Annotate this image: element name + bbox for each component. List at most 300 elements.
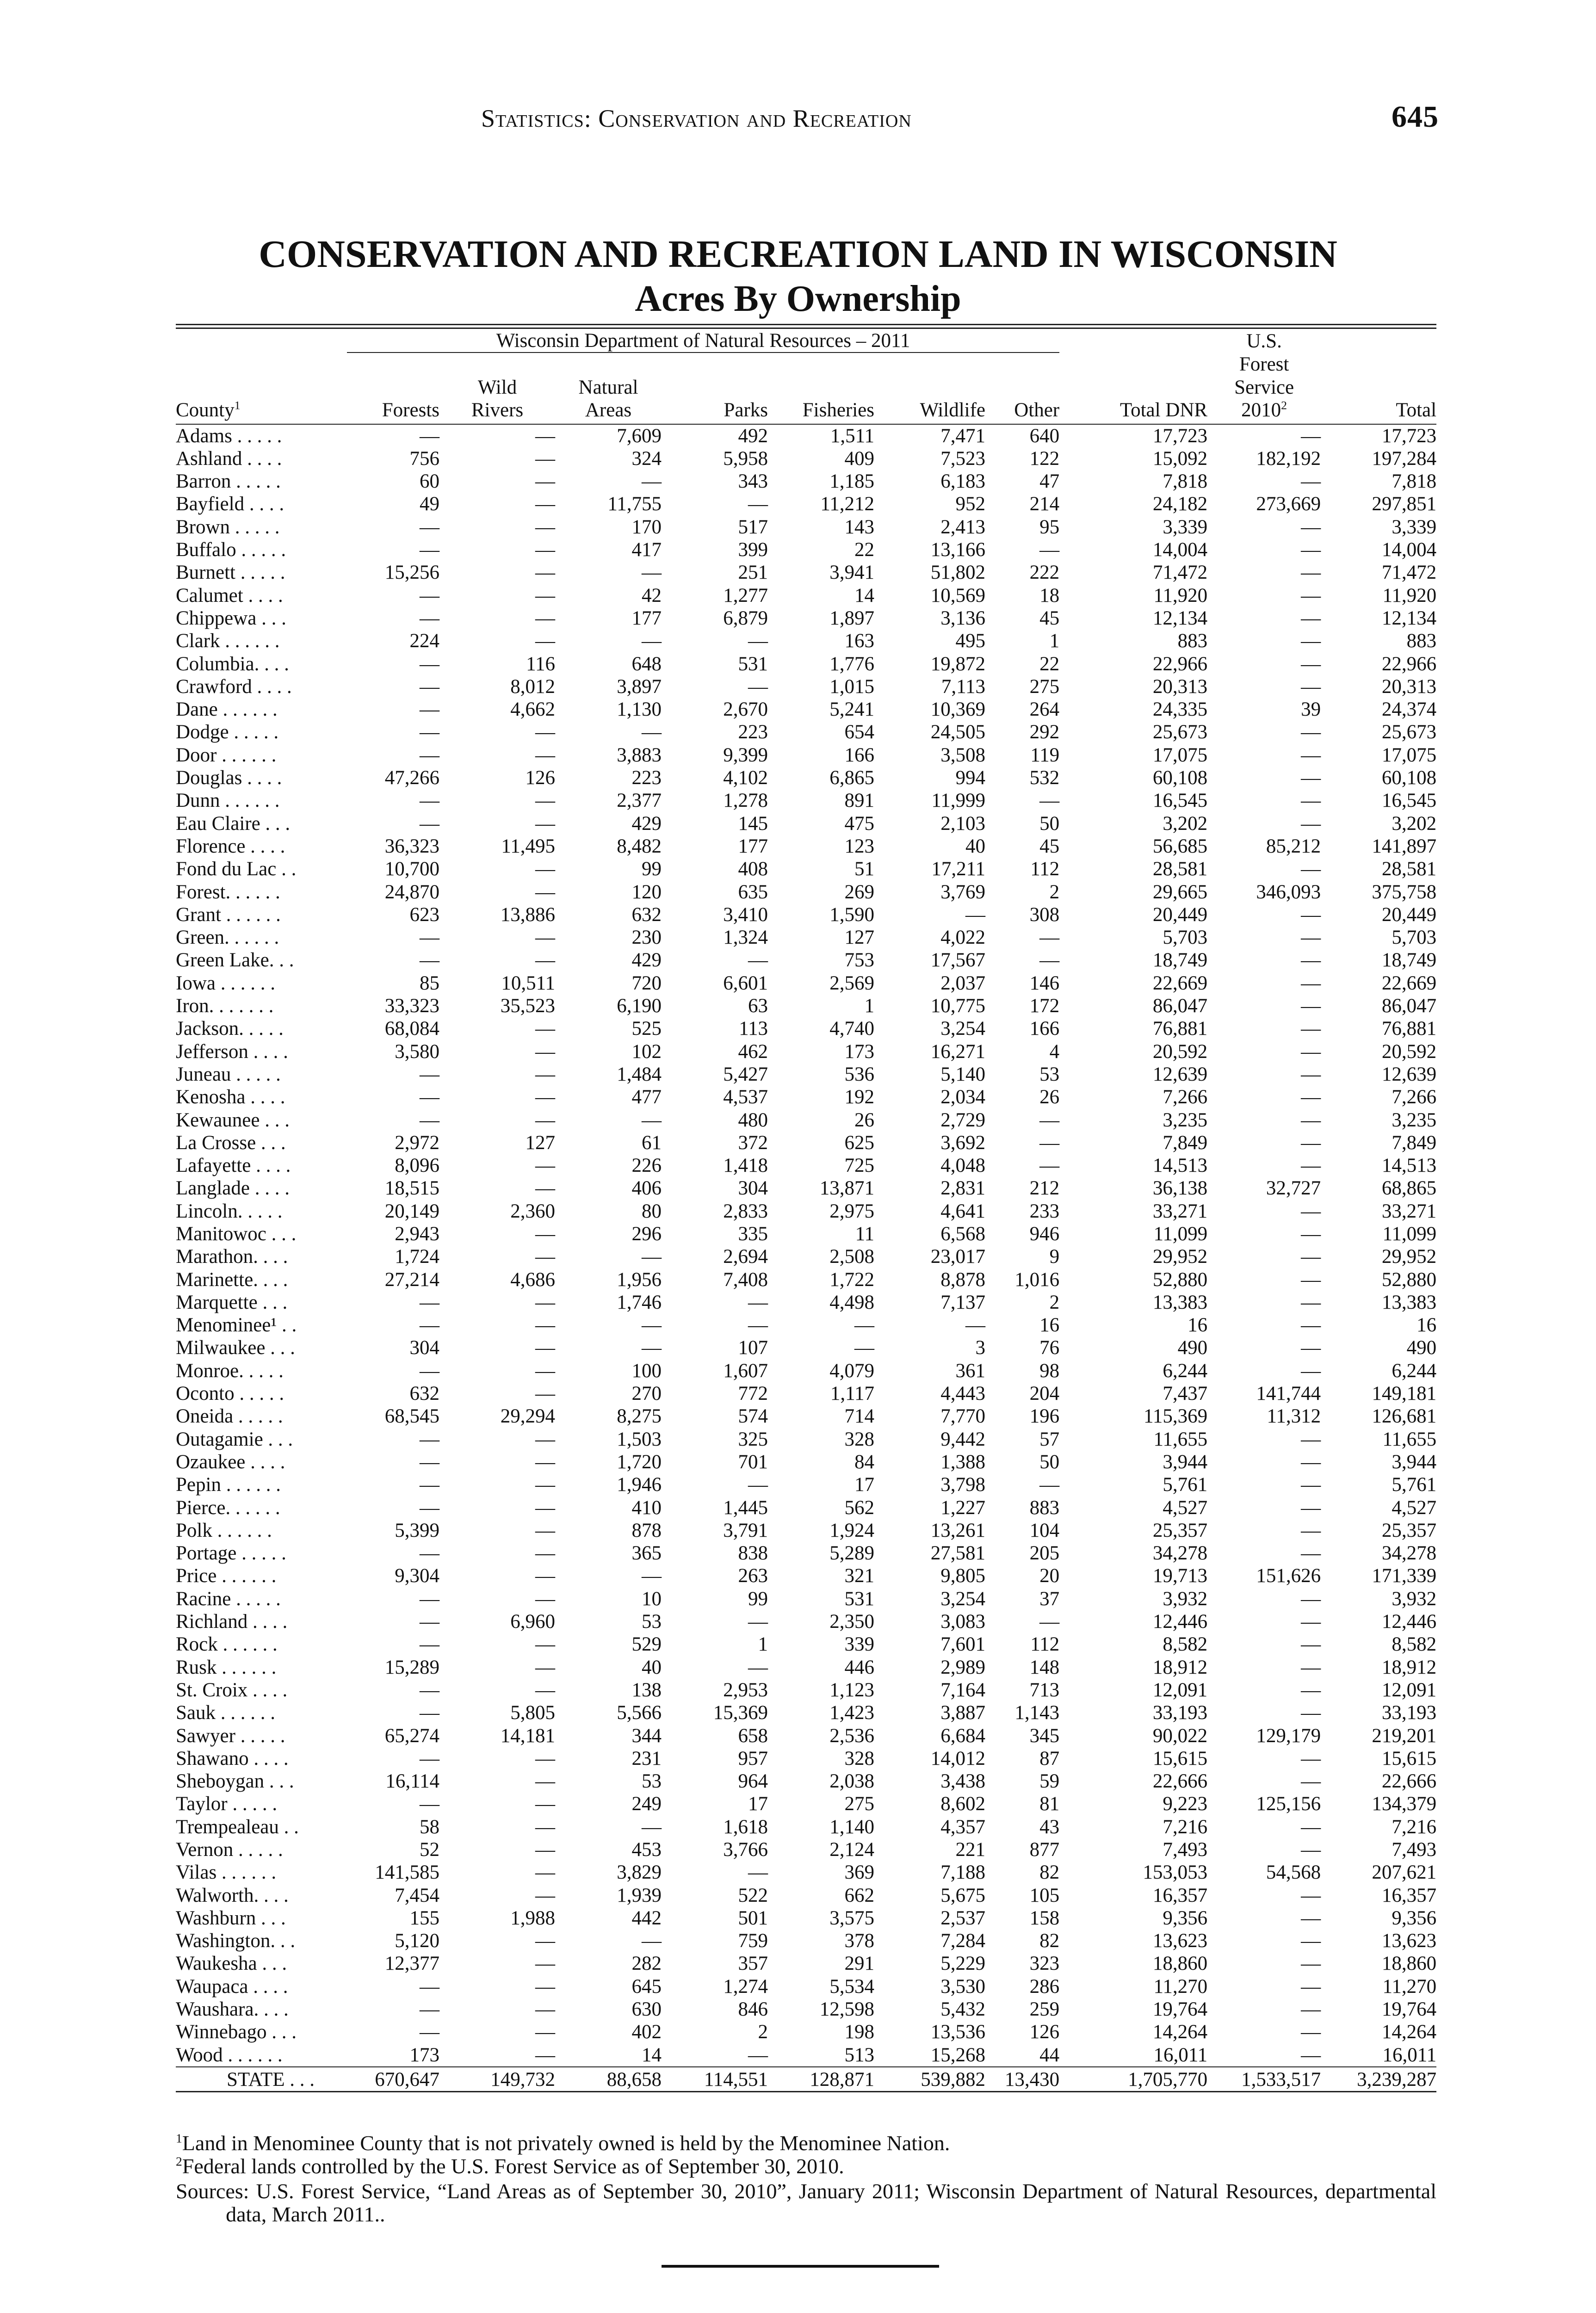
county-name-cell: Door . . . . . . xyxy=(176,744,277,766)
value-cell: 4,662 xyxy=(510,699,555,721)
value-cell: 3,339 xyxy=(1392,516,1437,538)
value-cell: 18,912 xyxy=(1381,1656,1437,1678)
value-cell: 269 xyxy=(844,881,874,903)
table-row xyxy=(176,1268,1436,1291)
value-cell: 36,138 xyxy=(1152,1177,1208,1200)
value-cell: 76 xyxy=(1039,1337,1060,1359)
value-cell: 442 xyxy=(631,1907,662,1929)
value-cell: 9 xyxy=(1049,1246,1060,1268)
value-cell: 3,941 xyxy=(829,562,874,584)
value-cell: 1,388 xyxy=(940,1451,985,1473)
value-cell: 58 xyxy=(420,1816,439,1838)
value-cell: — xyxy=(535,1040,555,1063)
value-cell: 14,181 xyxy=(500,1725,555,1747)
value-cell: — xyxy=(420,812,439,835)
value-cell: 233 xyxy=(1029,1200,1060,1222)
value-cell: 7,266 xyxy=(1392,1086,1437,1108)
value-cell: — xyxy=(1301,1542,1321,1565)
state-value-cell: 149,732 xyxy=(439,2067,555,2092)
value-cell: 5,958 xyxy=(723,447,768,470)
value-cell: 453 xyxy=(631,1839,662,1861)
value-cell: 71,472 xyxy=(1152,562,1208,584)
value-cell: 223 xyxy=(738,721,768,743)
value-cell: 13,623 xyxy=(1152,1930,1208,1952)
value-cell: — xyxy=(535,584,555,606)
value-cell: — xyxy=(965,903,985,926)
value-cell: 8,275 xyxy=(617,1405,662,1428)
value-cell: 1,946 xyxy=(617,1474,662,1496)
value-cell: 11 xyxy=(855,1223,874,1245)
value-cell: 292 xyxy=(1029,721,1060,743)
value-cell: 49 xyxy=(420,493,439,515)
value-cell: 12,598 xyxy=(819,1998,874,2021)
value-cell: — xyxy=(535,721,555,743)
value-cell: — xyxy=(420,653,439,675)
value-cell: — xyxy=(1301,1679,1321,1701)
value-cell: 90,022 xyxy=(1152,1725,1208,1747)
value-cell: 5,703 xyxy=(1392,927,1437,949)
value-cell: 3,235 xyxy=(1392,1109,1437,1131)
value-cell: 16,271 xyxy=(930,1040,985,1063)
value-cell: 25,357 xyxy=(1152,1519,1208,1541)
value-cell: 846 xyxy=(738,1998,768,2021)
value-cell: 7,849 xyxy=(1163,1132,1208,1154)
value-cell: — xyxy=(1301,949,1321,971)
table-row xyxy=(176,607,1436,630)
table-row xyxy=(176,881,1436,903)
value-cell: 339 xyxy=(844,1633,874,1656)
value-cell: 44 xyxy=(1039,2044,1060,2066)
value-cell: 172 xyxy=(1029,995,1060,1017)
value-cell: 3,575 xyxy=(829,1907,874,1929)
table-row xyxy=(176,1497,1436,1519)
value-cell: — xyxy=(535,493,555,515)
value-cell: 24,870 xyxy=(384,881,439,903)
county-name-cell: Walworth. . . . xyxy=(176,1884,289,1906)
value-cell: 158 xyxy=(1029,1907,1060,1929)
value-cell: 654 xyxy=(844,721,874,743)
county-name-cell: Lafayette . . . . xyxy=(176,1155,291,1177)
value-cell: — xyxy=(1301,1474,1321,1496)
value-cell: 645 xyxy=(631,1975,662,1998)
value-cell: 127 xyxy=(844,927,874,949)
county-name-cell: Oneida . . . . . xyxy=(176,1405,283,1428)
value-cell: 3,202 xyxy=(1392,812,1437,835)
value-cell: 25,673 xyxy=(1152,721,1208,743)
value-cell: 1,924 xyxy=(829,1519,874,1541)
county-name-cell: Menominee¹ . . xyxy=(176,1314,297,1336)
county-name-cell: Green. . . . . . xyxy=(176,927,279,949)
value-cell: 26 xyxy=(854,1109,874,1131)
value-cell: 3,410 xyxy=(723,903,768,926)
footnotes xyxy=(176,2132,1436,2226)
value-cell: 8,878 xyxy=(940,1268,985,1291)
value-cell: 369 xyxy=(844,1862,874,1884)
value-cell: 7,493 xyxy=(1163,1839,1208,1861)
value-cell: 1,015 xyxy=(829,675,874,698)
table-row xyxy=(176,744,1436,767)
value-cell: 946 xyxy=(1029,1223,1060,1245)
value-cell: — xyxy=(1301,903,1321,926)
value-cell: — xyxy=(1301,630,1321,652)
value-cell: 3,136 xyxy=(940,607,985,629)
table-row xyxy=(176,1200,1436,1223)
value-cell: 410 xyxy=(631,1497,662,1519)
value-cell: 4,443 xyxy=(940,1383,985,1405)
table-body xyxy=(176,424,1436,2067)
value-cell: 33,323 xyxy=(384,995,439,1017)
value-cell: 286 xyxy=(1029,1975,1060,1998)
forests-header: Forests xyxy=(347,399,439,424)
value-cell: 2,537 xyxy=(940,1907,985,1929)
table-row xyxy=(176,1519,1436,1542)
value-cell: — xyxy=(535,1565,555,1587)
value-cell: — xyxy=(535,607,555,629)
value-cell: 5,761 xyxy=(1163,1474,1208,1496)
value-cell: — xyxy=(535,1223,555,1245)
value-cell: 3,883 xyxy=(617,744,662,766)
value-cell: 212 xyxy=(1029,1177,1060,1200)
value-cell: 15,256 xyxy=(384,562,439,584)
value-cell: — xyxy=(965,1314,985,1336)
table-row xyxy=(176,1040,1436,1063)
county-name-cell: Monroe. . . . . xyxy=(176,1360,284,1382)
value-cell: 76,881 xyxy=(1381,1018,1437,1040)
value-cell: 4,641 xyxy=(940,1200,985,1222)
running-title: Statistics: Conservation and Recreation xyxy=(481,105,912,132)
value-cell: 259 xyxy=(1029,1998,1060,2021)
value-cell: — xyxy=(748,630,768,652)
table-row xyxy=(176,1017,1436,1040)
county-name-cell: Marquette . . . xyxy=(176,1291,288,1313)
value-cell: 5,432 xyxy=(940,1998,985,2021)
value-cell: — xyxy=(1301,721,1321,743)
value-cell: — xyxy=(535,1862,555,1884)
value-cell: 345 xyxy=(1029,1725,1060,1747)
table-row xyxy=(176,1770,1436,1793)
value-cell: — xyxy=(1301,1200,1321,1222)
table-row xyxy=(176,2044,1436,2067)
value-cell: 2,694 xyxy=(723,1246,768,1268)
value-cell: 76,881 xyxy=(1152,1018,1208,1040)
value-cell: 12,134 xyxy=(1152,607,1208,629)
value-cell: 13,623 xyxy=(1381,1930,1437,1952)
value-cell: 9,805 xyxy=(940,1565,985,1587)
county-name-cell: Crawford . . . . xyxy=(176,675,292,698)
value-cell: 125,156 xyxy=(1256,1793,1321,1815)
value-cell: 994 xyxy=(955,767,985,789)
table-row xyxy=(176,493,1436,515)
value-cell: 17,723 xyxy=(1381,425,1437,447)
value-cell: 33,193 xyxy=(1152,1702,1208,1724)
value-cell: 19,764 xyxy=(1152,1998,1208,2021)
value-cell: — xyxy=(420,699,439,721)
state-value-cell: 539,882 xyxy=(874,2067,985,2092)
value-cell: 5,534 xyxy=(829,1975,874,1998)
value-cell: 7,523 xyxy=(940,447,985,470)
value-cell: — xyxy=(535,2021,555,2043)
land-table-container xyxy=(176,329,1436,2092)
county-name-cell: Waukesha . . . xyxy=(176,1953,287,1975)
value-cell: 86,047 xyxy=(1381,995,1437,1017)
state-value-cell: 1,705,770 xyxy=(1059,2067,1207,2092)
value-cell: 223 xyxy=(631,767,662,789)
value-cell: 714 xyxy=(844,1405,874,1428)
value-cell: 492 xyxy=(738,425,768,447)
county-name-cell: Iron. . . . . . . xyxy=(176,995,274,1017)
county-name-cell: Sawyer . . . . . xyxy=(176,1725,285,1747)
county-name-cell: Jefferson . . . . xyxy=(176,1040,288,1063)
value-cell: — xyxy=(535,470,555,493)
value-cell: 480 xyxy=(738,1109,768,1131)
value-cell: 27,214 xyxy=(384,1268,439,1291)
county-name-cell: Marinette. . . . xyxy=(176,1268,288,1291)
value-cell: 85 xyxy=(420,972,439,994)
value-cell: — xyxy=(1301,1246,1321,1268)
value-cell: 127 xyxy=(525,1132,555,1154)
value-cell: 3,769 xyxy=(940,881,985,903)
value-cell: 45 xyxy=(1039,835,1060,857)
value-cell: 1,988 xyxy=(510,1907,555,1929)
value-cell: 417 xyxy=(631,539,662,561)
value-cell: 5,427 xyxy=(723,1063,768,1085)
value-cell: 308 xyxy=(1029,903,1060,926)
table-row xyxy=(176,1109,1436,1132)
value-cell: 532 xyxy=(1029,767,1060,789)
value-cell: — xyxy=(420,744,439,766)
value-cell: 1,956 xyxy=(617,1268,662,1291)
value-cell: — xyxy=(535,1816,555,1838)
value-cell: 10,569 xyxy=(930,584,985,606)
value-cell: 71,472 xyxy=(1381,562,1437,584)
value-cell: 16 xyxy=(1417,1314,1437,1336)
page-number: 645 xyxy=(1392,100,1439,134)
value-cell: 4,079 xyxy=(829,1360,874,1382)
value-cell: 34,278 xyxy=(1381,1542,1437,1565)
value-cell: 3,798 xyxy=(940,1474,985,1496)
table-row xyxy=(176,2021,1436,2043)
value-cell: 13,383 xyxy=(1381,1291,1437,1313)
value-cell: 4,357 xyxy=(940,1816,985,1838)
table-row xyxy=(176,1861,1436,1884)
value-cell: — xyxy=(535,1975,555,1998)
value-cell: 14,513 xyxy=(1381,1155,1437,1177)
value-cell: — xyxy=(535,858,555,880)
county-name-cell: Vilas . . . . . . xyxy=(176,1862,277,1884)
value-cell: 40 xyxy=(965,835,985,857)
value-cell: 375,758 xyxy=(1372,881,1437,903)
value-cell: 12,639 xyxy=(1381,1063,1437,1085)
value-cell: 8,482 xyxy=(617,835,662,857)
value-cell: 1,722 xyxy=(829,1268,874,1291)
value-cell: 33,271 xyxy=(1381,1200,1437,1222)
value-cell: 6,190 xyxy=(617,995,662,1017)
value-cell: 102 xyxy=(631,1040,662,1063)
value-cell: — xyxy=(535,1542,555,1565)
value-cell: 24,505 xyxy=(930,721,985,743)
value-cell: 361 xyxy=(955,1360,985,1382)
value-cell: 2,972 xyxy=(395,1132,439,1154)
value-cell: 16,545 xyxy=(1152,790,1208,812)
county-name-cell: Marathon. . . . xyxy=(176,1246,288,1268)
value-cell: 1,130 xyxy=(617,699,662,721)
value-cell: — xyxy=(420,1428,439,1450)
value-cell: 33,271 xyxy=(1152,1200,1208,1222)
value-cell: 4,740 xyxy=(829,1018,874,1040)
value-cell: 328 xyxy=(844,1747,874,1769)
value-cell: 623 xyxy=(409,903,439,926)
value-cell: 20,449 xyxy=(1152,903,1208,926)
county-name-cell: Dunn . . . . . . xyxy=(176,790,280,812)
value-cell: — xyxy=(535,630,555,652)
value-cell: 65,274 xyxy=(384,1725,439,1747)
value-cell: 429 xyxy=(631,812,662,835)
county-name-cell: Calumet . . . . xyxy=(176,584,283,606)
dnr-group-header: Wisconsin Department of Natural Resources – 2011 xyxy=(347,329,1059,353)
value-cell: — xyxy=(642,1337,662,1359)
value-cell: 35,523 xyxy=(500,995,555,1017)
value-cell: — xyxy=(535,812,555,835)
value-cell: — xyxy=(535,1930,555,1952)
value-cell: — xyxy=(1301,1223,1321,1245)
value-cell: 625 xyxy=(844,1132,874,1154)
value-cell: 632 xyxy=(631,903,662,926)
value-cell: 5,120 xyxy=(395,1930,439,1952)
value-cell: 50 xyxy=(1039,812,1060,835)
value-cell: 192 xyxy=(844,1086,874,1108)
value-cell: 14,264 xyxy=(1381,2021,1437,2043)
value-cell: 630 xyxy=(631,1998,662,2021)
value-cell: 141,744 xyxy=(1256,1383,1321,1405)
value-cell: 13,383 xyxy=(1152,1291,1208,1313)
value-cell: — xyxy=(535,1747,555,1769)
value-cell: 11,755 xyxy=(607,493,662,515)
value-cell: — xyxy=(1301,516,1321,538)
value-cell: — xyxy=(420,1497,439,1519)
value-cell: 2,670 xyxy=(723,699,768,721)
top-rule xyxy=(176,324,1436,325)
county-name-cell: Washington. . . xyxy=(176,1930,296,1952)
value-cell: — xyxy=(854,1314,874,1336)
table-row xyxy=(176,1656,1436,1679)
value-cell: 214 xyxy=(1029,493,1060,515)
value-cell: 4,048 xyxy=(940,1155,985,1177)
value-cell: 275 xyxy=(1029,675,1060,698)
value-cell: — xyxy=(642,1314,662,1336)
value-cell: 12,446 xyxy=(1152,1611,1208,1633)
value-cell: — xyxy=(1301,1656,1321,1678)
value-cell: 7,164 xyxy=(940,1679,985,1701)
value-cell: — xyxy=(1301,1109,1321,1131)
county-name-cell: Pepin . . . . . . xyxy=(176,1474,281,1496)
value-cell: 7,216 xyxy=(1392,1816,1437,1838)
value-cell: 28,581 xyxy=(1381,858,1437,880)
value-cell: 14,264 xyxy=(1152,2021,1208,2043)
value-cell: 15,369 xyxy=(713,1702,768,1724)
table-row xyxy=(176,1725,1436,1747)
value-cell: 22 xyxy=(854,539,874,561)
value-cell: 98 xyxy=(1039,1360,1060,1382)
value-cell: 85,212 xyxy=(1266,835,1321,857)
county-name-cell: Sauk . . . . . . xyxy=(176,1702,275,1724)
value-cell: 296 xyxy=(631,1223,662,1245)
value-cell: — xyxy=(1039,1474,1060,1496)
value-cell: 10,700 xyxy=(384,858,439,880)
usfs-header-mid1: Forest xyxy=(1239,353,1289,375)
value-cell: 34,278 xyxy=(1152,1542,1208,1565)
value-cell: 4,527 xyxy=(1392,1497,1437,1519)
value-cell: 115,369 xyxy=(1143,1405,1208,1428)
value-cell: 6,183 xyxy=(940,470,985,493)
value-cell: 6,601 xyxy=(723,972,768,994)
county-name-cell: Rock . . . . . . xyxy=(176,1633,278,1656)
value-cell: 28,581 xyxy=(1152,858,1208,880)
value-cell: 343 xyxy=(738,470,768,493)
value-cell: 16,011 xyxy=(1153,2044,1208,2066)
value-cell: 402 xyxy=(631,2021,662,2043)
county-name-cell: Barron . . . . . xyxy=(176,470,281,493)
table-row xyxy=(176,1679,1436,1701)
value-cell: 1,274 xyxy=(723,1975,768,1998)
value-cell: 1 xyxy=(864,995,874,1017)
value-cell: 219,201 xyxy=(1372,1725,1437,1747)
value-cell: — xyxy=(1301,1497,1321,1519)
value-cell: 80 xyxy=(642,1200,662,1222)
value-cell: 536 xyxy=(844,1063,874,1085)
value-cell: — xyxy=(1301,1132,1321,1154)
value-cell: 15,615 xyxy=(1381,1747,1437,1769)
value-cell: 11,655 xyxy=(1382,1428,1437,1450)
value-cell: — xyxy=(1301,1633,1321,1656)
value-cell: — xyxy=(1301,2021,1321,2043)
value-cell: 429 xyxy=(631,949,662,971)
value-cell: — xyxy=(535,1633,555,1656)
value-cell: 18,749 xyxy=(1152,949,1208,971)
value-cell: — xyxy=(420,1542,439,1565)
sources-note: Sources: U.S. Forest Service, “Land Areas as of September 30, 2010”, January 2011; Wisconsin Department of Natural Resources, departmental data, March 2011.. xyxy=(176,2179,1436,2226)
value-cell: 13,166 xyxy=(930,539,985,561)
value-cell: — xyxy=(1301,1816,1321,1838)
table-row xyxy=(176,584,1436,607)
value-cell: 105 xyxy=(1029,1884,1060,1906)
value-cell: — xyxy=(1301,1611,1321,1633)
value-cell: 6,244 xyxy=(1163,1360,1208,1382)
value-cell: 11,920 xyxy=(1153,584,1208,606)
value-cell: 29,952 xyxy=(1381,1246,1437,1268)
table-row xyxy=(176,470,1436,493)
table-row xyxy=(176,1952,1436,1975)
value-cell: 23,017 xyxy=(930,1246,985,1268)
value-cell: 10,369 xyxy=(930,699,985,721)
value-cell: 122 xyxy=(1029,447,1060,470)
value-cell: 562 xyxy=(844,1497,874,1519)
value-cell: 12,091 xyxy=(1381,1679,1437,1701)
county-name-cell: Fond du Lac . . xyxy=(176,858,297,880)
value-cell: 2,038 xyxy=(829,1770,874,1793)
value-cell: 207,621 xyxy=(1372,1862,1437,1884)
value-cell: 1,776 xyxy=(829,653,874,675)
value-cell: 720 xyxy=(631,972,662,994)
value-cell: 56,685 xyxy=(1152,835,1208,857)
value-cell: 15,268 xyxy=(930,2044,985,2066)
value-cell: 29,665 xyxy=(1152,881,1208,903)
value-cell: — xyxy=(1039,1155,1060,1177)
value-cell: 1 xyxy=(758,1633,768,1656)
value-cell: 17,211 xyxy=(931,858,985,880)
value-cell: 18,860 xyxy=(1152,1953,1208,1975)
value-cell: 3,791 xyxy=(723,1519,768,1541)
value-cell: 2,833 xyxy=(723,1200,768,1222)
